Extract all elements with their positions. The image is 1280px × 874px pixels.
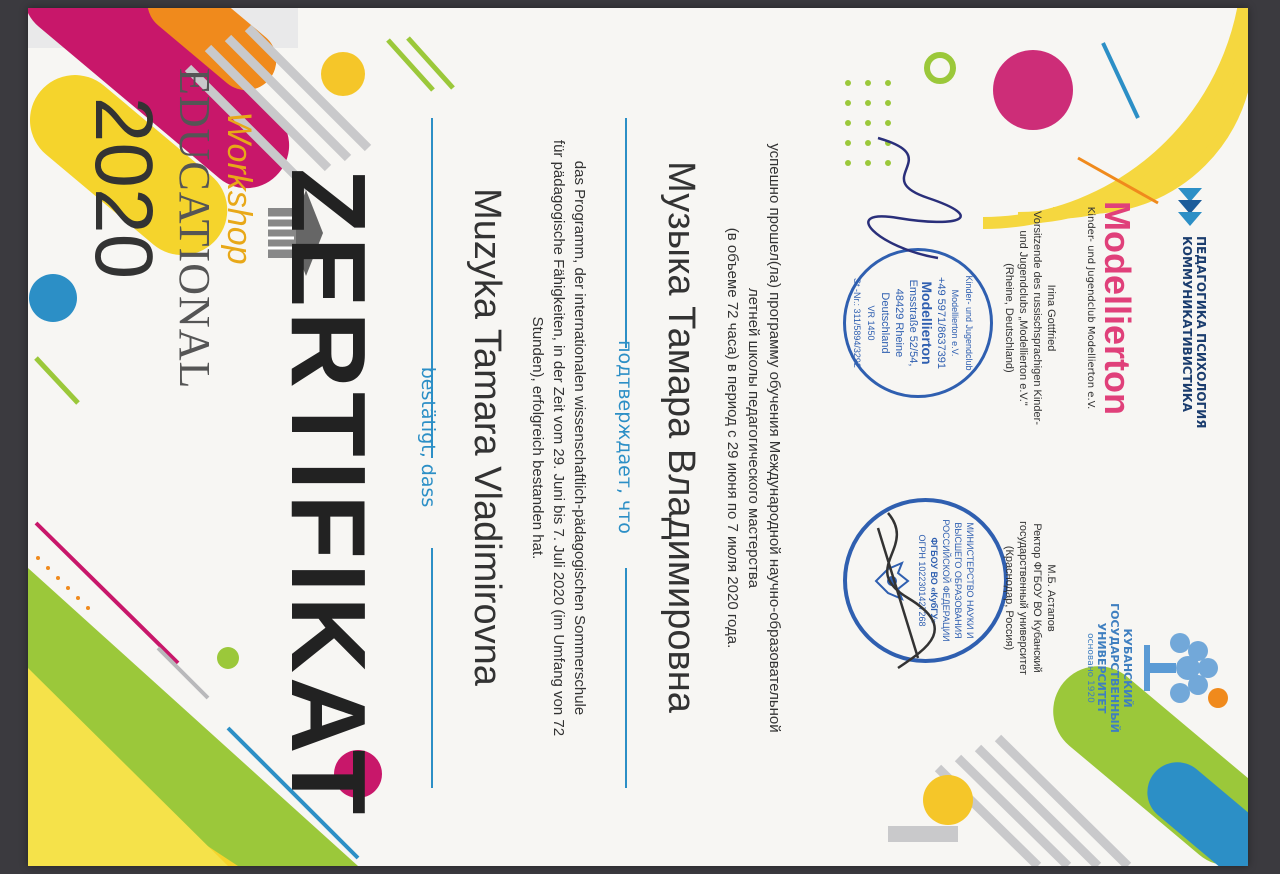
de-recipient-name: Muzyka Tamara Vladimirovna	[466, 188, 508, 686]
ru-body-text	[722, 48, 785, 828]
modellierton-logo-text: Modellierton	[1097, 201, 1138, 415]
de-body-line: für pädagogische Fähigkeiten, in der Zeit vom 29. Juni bis 7. Juli 2020 (im Umfang von 72	[550, 139, 567, 737]
ru-intro-text: подтверждает, что	[614, 340, 636, 534]
ppk-logo-line: ПЕДАГОГИКА ПСИХОЛОГИЯ	[1194, 236, 1208, 429]
left-signature	[858, 128, 968, 268]
ru-body-line: успешно прошел(ла) программу обучения Международной научно-образовательной	[766, 143, 783, 733]
ru-body-line: (в объеме 72 часа) в период с 29 июня по 7 июля 2020 года.	[724, 227, 741, 649]
right-signature	[838, 508, 948, 678]
de-intro-text: bestätigt, dass	[417, 366, 439, 508]
logo-educational-text: EDUCATIONAL	[170, 68, 219, 390]
de-body-line: das Programm, der internationalen wissenschaftlich-pädagogischen Sommerschule	[571, 160, 588, 716]
stamp-line: МИНИСТЕРСТВО НАУКИ И ВЫСШЕГО ОБРАЗОВАНИЯ РОССИЙСКОЙ ФЕДЕРАЦИИ	[941, 519, 975, 642]
modellierton-stamp	[843, 248, 993, 398]
right-signatory-role-line: государственный университет	[1017, 521, 1029, 675]
stamp-line: Emsstraße 52/54,	[907, 279, 919, 367]
kubsu-tree-emblem-icon	[1138, 623, 1228, 713]
left-signatory-role-line: Vorsitzende des russischsprachigen Kinder-	[1031, 210, 1043, 425]
year-label: 2020	[78, 96, 169, 280]
stamp-line: Kinder- und Jugendclub Modellierton e.V.	[950, 275, 974, 371]
modellierton-logo	[1085, 178, 1138, 438]
de-body-line: Stunden), erfolgreich bestanden hat.	[529, 316, 546, 560]
ppk-logo-line: КОММУНИКАТИВИСТИКА	[1180, 236, 1194, 412]
right-signatory-block	[1002, 478, 1058, 718]
kubsu-logo-line: ГОСУДАРСТВЕННЫЙ	[1108, 603, 1121, 733]
kubsu-logo	[1085, 568, 1228, 768]
ppk-arrows-icon	[1172, 188, 1208, 228]
right-signatory-role-line: (Краснодар, Россия)	[1003, 545, 1015, 651]
certificate-paper	[28, 8, 1248, 866]
left-signatory-role-line: und Jugendclubs „Modellierton e.V."	[1017, 230, 1029, 406]
certificate-title: ZERTIFIKAT	[269, 168, 387, 819]
stamp-line: St.-Nr.: 311/5894/3292	[852, 278, 862, 368]
de-body-text	[527, 68, 590, 808]
stamp-line: +49 5971/8637391	[935, 276, 947, 370]
stamp-line: Modellierton	[919, 281, 935, 365]
ppk-logo	[1172, 188, 1208, 488]
stamp-line: Deutschland	[879, 292, 891, 354]
right-signatory-role-line: Ректор ФГБОУ ВО Кубанский	[1031, 523, 1043, 673]
ru-recipient-name: Музыка Тамара Владимировна	[660, 161, 702, 713]
ru-body-line: летней школы педагогического мастерства	[745, 287, 762, 589]
stamp-line: 48429 Rheine	[893, 288, 905, 358]
logo-workshop-text: Workshop	[220, 111, 258, 265]
modellierton-logo-subtitle: Kinder- und Jugendclub Modellierton e.V.	[1085, 206, 1096, 410]
left-signatory-name: Irina Gottfried	[1045, 284, 1057, 352]
right-signatory-name: М.Б. Астапов	[1045, 564, 1057, 632]
kubsu-logo-line: КУБАНСКИЙ	[1121, 628, 1134, 708]
stamp-line: ФГБОУ ВО «КубГУ»	[929, 537, 939, 624]
left-signatory-block	[1002, 188, 1058, 448]
kubsu-motto: основано 1920	[1085, 633, 1095, 703]
certificate-content	[28, 8, 1248, 866]
left-signatory-role-line: (Rheine, Deutschland)	[1003, 263, 1015, 373]
stamp-line: VR 1450	[866, 305, 876, 341]
kubsu-logo-line: УНИВЕРСИТЕТ	[1095, 622, 1108, 714]
stamp-line: ОГРН 1022301427268	[917, 534, 927, 627]
